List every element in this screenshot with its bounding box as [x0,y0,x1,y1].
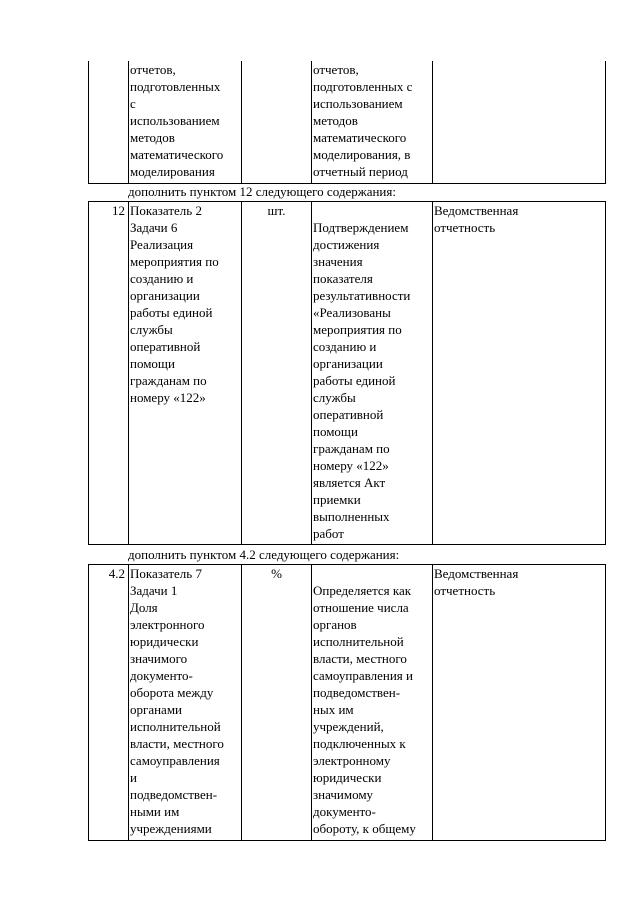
table-row [89,202,606,545]
instruction-note-4-2: дополнить пунктом 4.2 следующего содержания: [128,547,400,562]
source-cell: Ведомственная отчетность [433,565,606,841]
source-cell: Ведомственная отчетность [433,202,606,545]
table-fragment-top [88,61,606,184]
row-number-cell: 4.2 [89,565,129,841]
unit-cell [242,61,312,183]
method-cell: Определяется как отношение числа органов исполнительной власти, местного самоуправления и подведомствен- ных им учреждений, подключенных к электронному юридически значимому документо- обороту, к общему [312,565,433,841]
unit-cell: шт. [242,202,312,545]
indicator-cell: Показатель 2 Задачи 6 Реализация мероприятия по созданию и организации работы единой службы оперативной помощи гражданам по номеру «122» [129,202,242,545]
instruction-note-12: дополнить пунктом 12 следующего содержания: [128,184,396,199]
source-cell [433,61,606,183]
table-row-4-2 [88,564,606,841]
method-cell: отчетов, подготовленных с использованием методов математического моделирования, в отчетный период [312,61,433,183]
row-number-cell: 12 [89,202,129,545]
unit-cell: % [242,565,312,841]
table-row [89,61,606,183]
table-row [89,565,606,841]
indicator-cell: Показатель 7 Задачи 1 Доля электронного юридически значимого документо- оборота между органами исполнительной власти, местного самоуправления и подведомствен- ными им учреждениями [129,565,242,841]
table-row-12 [88,201,606,545]
row-number-cell [89,61,129,183]
method-cell: Подтверждением достижения значения показателя результативности «Реализованы мероприятия по созданию и организации работы единой службы оперативной помощи гражданам по номеру «122» является Акт приемки выполненных работ [312,202,433,545]
indicator-cell: отчетов, подготовленных с использованием методов математического моделирования [129,61,242,183]
